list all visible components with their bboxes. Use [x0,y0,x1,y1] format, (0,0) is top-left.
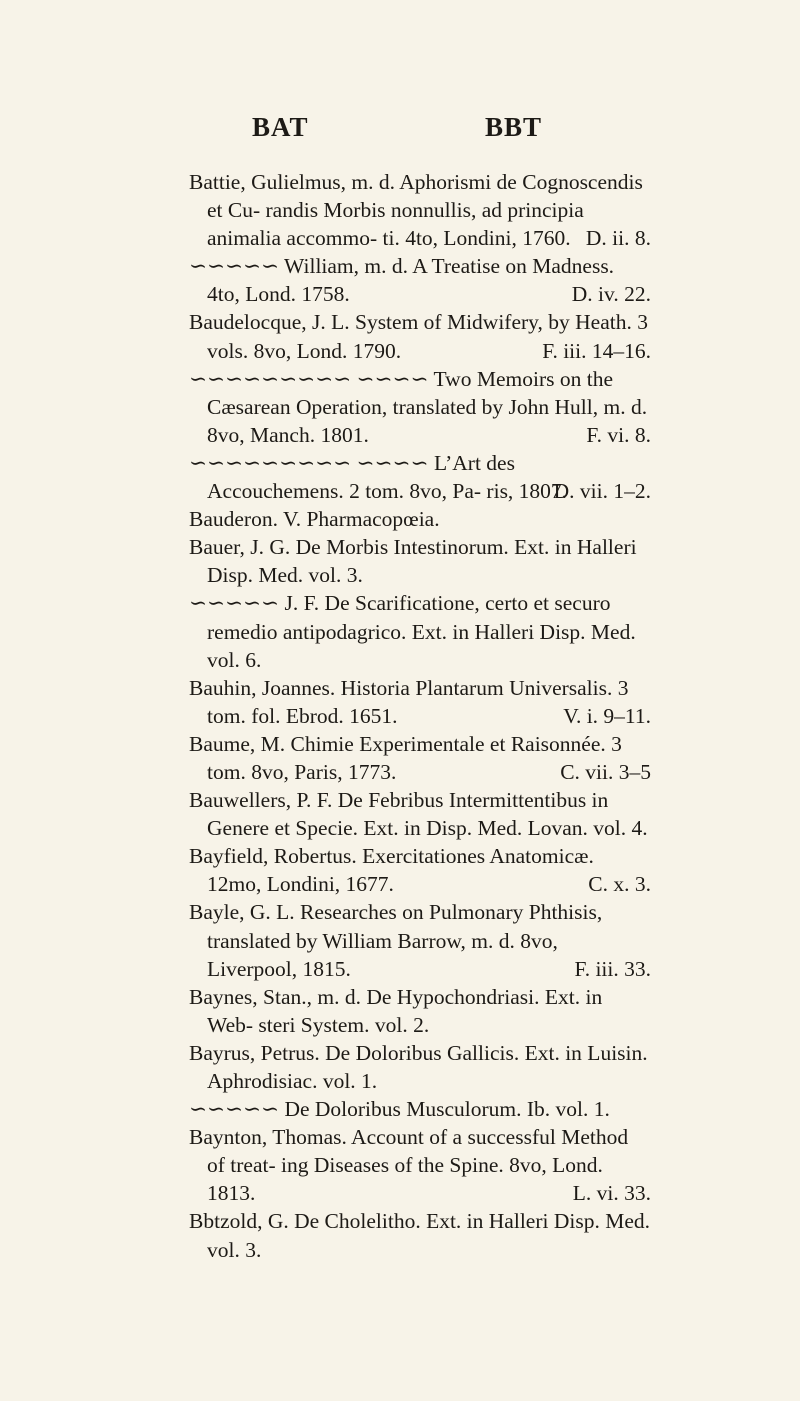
catalogue-entry [189,1123,651,1207]
entry-text: ∽∽∽∽∽ De Doloribus Musculorum. Ib. vol. 1. [189,1097,610,1122]
entry-shelfmark: F. iii. 33. [574,956,651,981]
entry-text: Bayfield, Robertus. Exercitationes Anatomicæ. 12mo, Londini, 1677. [189,844,594,897]
entry-text: Bauwellers, P. F. De Febribus Intermittentibus in Genere et Specie. Ext. in Disp. Med. Lovan. vol. 4. [189,788,648,841]
catalogue-entry [189,983,651,1039]
catalogue-entries [189,168,651,1264]
running-header [0,112,800,152]
catalogue-entry [189,505,651,533]
catalogue-entry [189,252,651,308]
entry-text: ∽∽∽∽∽∽∽∽∽ ∽∽∽∽ Two Memoirs on the Cæsarean Operation, translated by John Hull, m. d. 8vo, Manch. 1801. [189,366,648,447]
catalogue-entry [189,168,651,252]
entry-text: Bbtzold, G. De Cholelitho. Ext. in Halleri Disp. Med. vol. 3. [189,1209,651,1262]
entry-shelfmark: F. vi. 8. [586,422,651,447]
catalogue-entry [189,730,651,786]
catalogue-entry [189,449,651,505]
entry-text: Bauhin, Joannes. Historia Plantarum Universalis. 3 tom. fol. Ebrod. 1651. [189,675,629,728]
catalogue-entry [189,674,651,730]
catalogue-entry [189,842,651,898]
entry-shelfmark: D. ii. 8. [585,226,651,251]
entry-shelfmark: D. vii. 1–2. [553,479,651,504]
entry-text: ∽∽∽∽∽∽∽∽∽ ∽∽∽∽ L’Art des Accouchemens. 2 tom. 8vo, Pa- ris, 1807. [189,450,568,504]
catalogue-entry [189,533,651,589]
entry-text: Baynes, Stan., m. d. De Hypochondriasi. Ext. in Web- steri System. vol. 2. [189,984,603,1037]
entry-text: Baume, M. Chimie Experimentale et Raisonnée. 3 tom. 8vo, Paris, 1773. [189,731,622,784]
catalogue-entry [189,1095,651,1123]
entry-text: Bauer, J. G. De Morbis Intestinorum. Ext. in Halleri Disp. Med. vol. 3. [189,535,637,588]
catalogue-entry [189,786,651,842]
entry-shelfmark: F. iii. 14–16. [542,338,651,363]
catalogue-entry [189,1207,651,1263]
catalogue-entry [189,898,651,982]
entry-text: Bayle, G. L. Researches on Pulmonary Phthisis, translated by William Barrow, m. d. 8vo, Liverpool, 1815. [189,900,603,981]
entry-text: ∽∽∽∽∽ J. F. De Scarificatione, certo et securo remedio antipodagrico. Ext. in Halleri Disp. Med. vol. 6. [189,591,636,672]
entry-text: Baudelocque, J. L. System of Midwifery, by Heath. 3 vols. 8vo, Lond. 1790. [189,310,648,363]
entry-shelfmark: D. iv. 22. [571,282,651,307]
catalogue-entry [189,1039,651,1095]
entry-shelfmark: C. x. 3. [588,872,651,897]
entry-shelfmark: C. vii. 3–5 [560,759,651,784]
catalogue-entry [189,589,651,673]
entry-shelfmark: L. vi. 33. [572,1181,651,1206]
entry-text: ∽∽∽∽∽ William, m. d. A Treatise on Madness. 4to, Lond. 1758. [189,254,615,307]
catalogue-entry [189,365,651,449]
header-left: BAT [252,112,309,142]
header-right: BBT [485,112,543,142]
catalogue-entry [189,308,651,364]
entry-text: Bayrus, Petrus. De Doloribus Gallicis. Ext. in Luisin. Aphrodisiac. vol. 1. [189,1040,648,1093]
entry-text: Battie, Gulielmus, m. d. Aphorismi de Cognoscendis et Cu- randis Morbis nonnullis, ad principia animalia accommo- ti. 4to, Londini, 1760. [189,170,643,251]
entry-shelfmark: V. i. 9–11. [563,703,651,728]
entry-text: Bauderon. V. Pharmacopœia. [189,507,440,532]
entry-text: Baynton, Thomas. Account of a successful Method of treat- ing Diseases of the Spine. 8vo, Lond. 1813. [189,1125,629,1206]
